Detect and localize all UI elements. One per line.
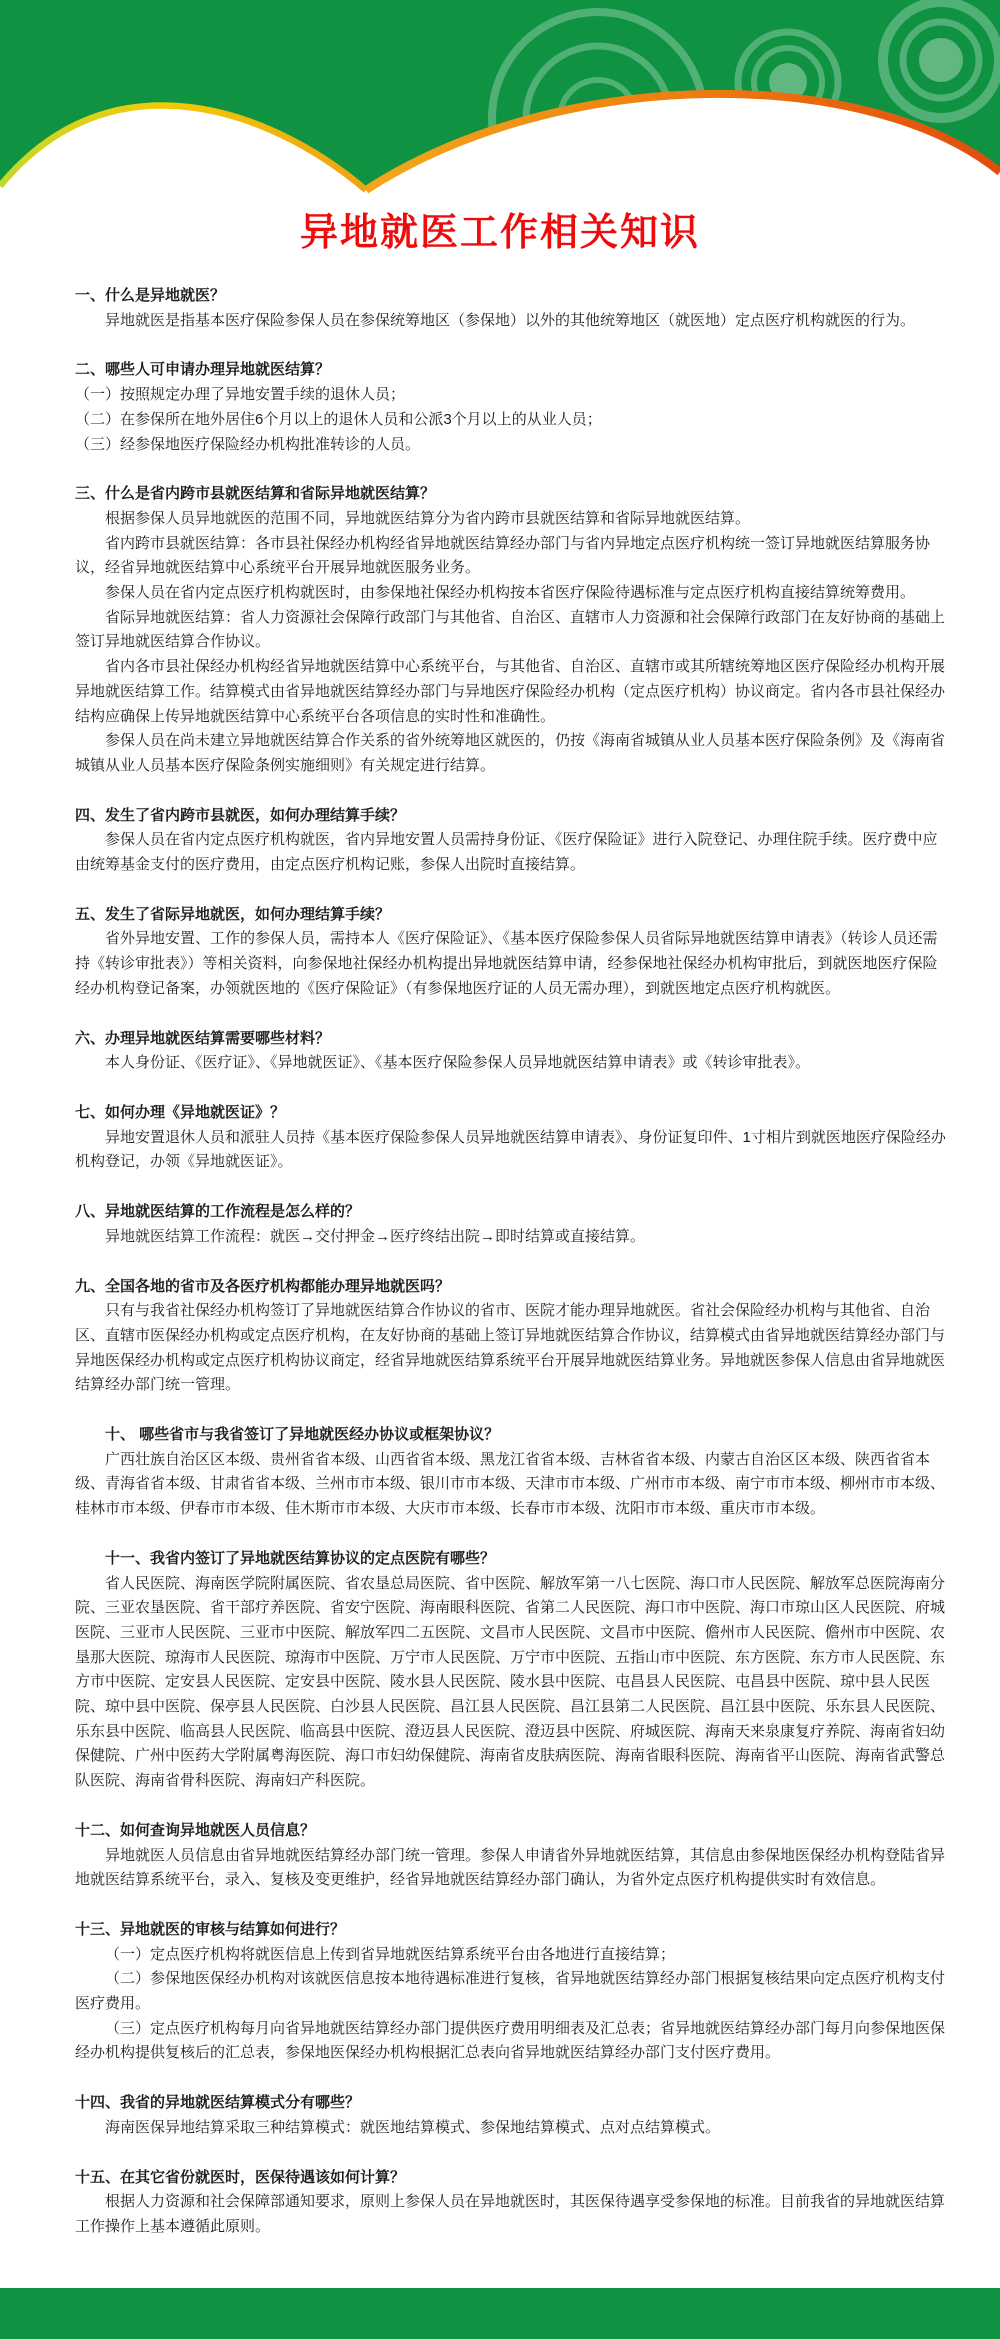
section-paragraph: 根据参保人员异地就医的范围不同，异地就医结算分为省内跨市县就医结算和省际异地就医结算。 bbox=[105, 509, 751, 527]
green-background bbox=[0, 0, 1000, 190]
section-13 bbox=[75, 1918, 947, 2066]
section-9 bbox=[75, 1275, 947, 1399]
section-paragraph: 省内跨市县就医结算：各市县社保经办机构经省异地就医结算经办部门与省内异地定点医疗机构统一签订异地就医结算服务协议，经省异地就医结算中心系统平台开展异地就医服务业务。 bbox=[75, 534, 931, 577]
list-item: （二）在参保所在地外居住6个月以上的退休人员和公派3个月以上的从业人员； bbox=[75, 410, 602, 428]
list-item: （三）经参保地医疗保险经办机构批准转诊的人员。 bbox=[75, 435, 421, 453]
section-heading: 一、什么是异地就医？ bbox=[75, 287, 226, 304]
section-paragraph: 异地就医人员信息由省异地就医结算经办部门统一管理。参保人申请省外异地就医结算，其信息由参保地医保经办机构登陆省异地就医结算系统平台，录入、复核及变更维护，经省异地就医结算经办部门确认，为省外定点医疗机构提供实时有效信息。 bbox=[75, 1846, 946, 1889]
section-heading: 九、全国各地的省市及各医疗机构都能办理异地就医吗？ bbox=[75, 1277, 451, 1295]
section-paragraph: 省人民医院、海南医学院附属医院、省农垦总局医院、省中医院、解放军第一八七医院、海口市人民医院、解放军总医院海南分院、三亚农垦医院、省干部疗养医院、省安宁医院、海南眼科医院、省第二人民医院、海口市中医院、海口市琼山区人民医院、府城医院、三亚市人民医院、三亚市中医院、解放军四二五医院、文昌市人民医院、文昌市中医院、儋州市人民医院、儋州市中医院、农垦那大医院、琼海市人民医院、琼海市中医院、万宁市人民医院、万宁市中医院、五指山市中医院、东方医院、东方市人民医院、东方市中医院、定安县人民医院、定安县中医院、陵水县人民医院、陵水县中医院、屯昌县人民医院、屯昌县中医院、琼中县人民医院、琼中县中医院、保亭县人民医院、白沙县人民医院、昌江县人民医院、昌江县第二人民医院、昌江县中医院、乐东县人民医院、乐东县中医院、临高县人民医院、临高县中医院、澄迈县人民医院、澄迈县中医院、府城医院、海南天来泉康复疗养院、海南省妇幼保健院、广州中医药大学附属粤海医院、海口市妇幼保健院、海南省皮肤病医院、海南省眼科医院、海南省平山医院、海南省武警总队医院、海南省骨科医院、海南妇产科医院。 bbox=[75, 1574, 946, 1790]
section-paragraph: 省际异地就医结算：省人力资源社会保障行政部门与其他省、自治区、直辖市人力资源和社会保障行政部门在友好协商的基础上签订异地就医结算合作协议。 bbox=[75, 608, 946, 651]
section-heading: 七、如何办理《异地就医证》？ bbox=[75, 1103, 286, 1121]
section-heading: 四、发生了省内跨市县就医，如何办理结算手续？ bbox=[75, 806, 406, 824]
section-6 bbox=[75, 1027, 947, 1076]
section-paragraph: 参保人员在省内定点医疗机构就医时，由参保地社保经办机构按本省医疗保险待遇标准与定点医疗机构直接结算统筹费用。 bbox=[105, 584, 916, 602]
list-item: （三）定点医疗机构每月向省异地就医结算经办部门提供医疗费用明细表及汇总表；省异地就医结算经办部门每月向参保地医保经办机构提供复核后的汇总表，参保地医保经办机构根据汇总表向省异地就医结算经办部门支付医疗费用。 bbox=[75, 2019, 946, 2062]
section-heading: 二、哪些人可申请办理异地就医结算？ bbox=[75, 361, 331, 379]
section-2 bbox=[75, 358, 947, 457]
header-decoration bbox=[0, 0, 1000, 330]
list-item: （一）按照规定办理了异地安置手续的退休人员； bbox=[75, 386, 406, 404]
section-5 bbox=[75, 903, 947, 1002]
section-heading: 六、办理异地就医结算需要哪些材料？ bbox=[75, 1029, 331, 1047]
section-paragraph: 根据人力资源和社会保障部通知要求，原则上参保人员在异地就医时，其医保待遇享受参保地的标准。目前我省的异地就医结算工作操作上基本遵循此原则。 bbox=[75, 2193, 946, 2235]
section-paragraph: 参保人员在省内定点医疗机构就医，省内异地安置人员需持身份证、《医疗保险证》进行入院登记、办理住院手续。医疗费中应由统筹基金支付的医疗费用，由定点医疗机构记账，参保人出院时直接结算。 bbox=[75, 831, 938, 874]
section-11 bbox=[75, 1547, 947, 1794]
section-15 bbox=[75, 2166, 947, 2240]
section-4 bbox=[75, 804, 947, 878]
section-heading: 十五、在其它省份就医时，医保待遇该如何计算？ bbox=[75, 2168, 406, 2186]
section-heading: 八、异地就医结算的工作流程是怎么样的？ bbox=[75, 1203, 361, 1221]
section-heading: 三、什么是省内跨市县就医结算和省际异地就医结算？ bbox=[75, 485, 436, 503]
section-heading: 十三、异地就医的审核与结算如何进行？ bbox=[75, 1920, 346, 1938]
section-10 bbox=[75, 1423, 947, 1522]
section-8 bbox=[75, 1200, 947, 1249]
section-paragraph: 只有与我省社保经办机构签订了异地就医结算合作协议的省市、医院才能办理异地就医。省社会保险经办机构与其他省、自治区、直辖市医保经办机构或定点医疗机构，在友好协商的基础上签订异地就医结算合作协议，结算模式由省异地就医结算经办部门与异地医保经办机构或定点医疗机构协议商定，经省异地就医结算系统平台开展异地就医结算业务。异地就医参保人信息由省异地就医结算经办部门统一管理。 bbox=[75, 1302, 946, 1394]
section-7 bbox=[75, 1101, 947, 1175]
section-paragraph: 广西壮族自治区区本级、贵州省省本级、山西省省本级、黑龙江省省本级、吉林省省本级、内蒙古自治区区本级、陕西省省本级、青海省省本级、甘肃省省本级、兰州市市本级、银川市市本级、天津市市本级、广州市市本级、南宁市市本级、柳州市市本级、桂林市市本级、伊春市市本级、佳木斯市市本级、大庆市市本级、长春市市本级、沈阳市市本级、重庆市市本级。 bbox=[75, 1450, 946, 1518]
list-item: （一）定点医疗机构将就医信息上传到省异地就医结算系统平台由各地进行直接结算； bbox=[105, 1945, 676, 1963]
section-1 bbox=[75, 284, 947, 333]
section-12 bbox=[75, 1819, 947, 1893]
footer-green-band bbox=[0, 2288, 1000, 2339]
section-paragraph: 异地就医是指基本医疗保险参保人员在参保统筹地区（参保地）以外的其他统筹地区（就医地）定点医疗机构就医的行为。 bbox=[105, 311, 916, 329]
section-paragraph: 省外异地安置、工作的参保人员，需持本人《医疗保险证》、《基本医疗保险参保人员省际异地就医结算申请表》（转诊人员还需持《转诊审批表》）等相关资料，向参保地社保经办机构提出异地就医结算申请，经参保地社保经办机构审批后，到就医地医疗保险经办机构登记备案，办领就医地的《医疗保险证》（有参保地医疗证的人员无需办理），到就医地定点医疗机构就医。 bbox=[75, 930, 938, 997]
list-item: （二）参保地医保经办机构对该就医信息按本地待遇标准进行复核，省异地就医结算经办部门根据复核结果向定点医疗机构支付医疗费用。 bbox=[75, 1970, 946, 2013]
section-paragraph: 异地安置退休人员和派驻人员持《基本医疗保险参保人员异地就医结算申请表》、身份证复印件、1寸相片到就医地医疗保险经办机构登记，办领《异地就医证》。 bbox=[75, 1128, 946, 1171]
section-paragraph: 参保人员在尚未建立异地就医结算合作关系的省外统筹地区就医的，仍按《海南省城镇从业人员基本医疗保险条例》及《海南省城镇从业人员基本医疗保险条例实施细则》有关规定进行结算。 bbox=[75, 732, 946, 774]
section-heading: 十二、如何查询异地就医人员信息？ bbox=[75, 1821, 316, 1839]
section-paragraph: 省内各市县社保经办机构经省异地就医结算中心系统平台，与其他省、自治区、直辖市或其所辖统筹地区医疗保险经办机构开展异地就医结算工作。结算模式由省异地就医结算经办部门与异地医疗保险经办机构（定点医疗机构）协议商定。省内各市县社保经办结构应确保上传异地就医结算中心系统平台各项信息的实时性和准确性。 bbox=[75, 658, 946, 725]
section-paragraph: 本人身份证、《医疗证》、《异地就医证》、《基本医疗保险参保人员异地就医结算申请表》或《转诊审批表》。 bbox=[105, 1054, 811, 1072]
section-heading: 五、发生了省际异地就医，如何办理结算手续？ bbox=[75, 905, 391, 923]
section-heading: 十、 哪些省市与我省签订了异地就医经办协议或框架协议？ bbox=[105, 1426, 500, 1444]
page-title: 异地就医工作相关知识 bbox=[299, 212, 700, 254]
section-heading: 十四、我省的异地就医结算模式分有哪些？ bbox=[75, 2094, 361, 2112]
section-paragraph: 海南医保异地结算采取三种结算模式：就医地结算模式、参保地结算模式、点对点结算模式。 bbox=[105, 2118, 721, 2136]
section-heading: 十一、我省内签订了异地就医结算协议的定点医院有哪些？ bbox=[105, 1549, 496, 1567]
section-paragraph: 异地就医结算工作流程：就医→交付押金→医疗终结出院→即时结算或直接结算。 bbox=[105, 1227, 646, 1245]
content-body bbox=[75, 284, 947, 2240]
section-3 bbox=[75, 482, 947, 778]
section-14 bbox=[75, 2091, 947, 2140]
